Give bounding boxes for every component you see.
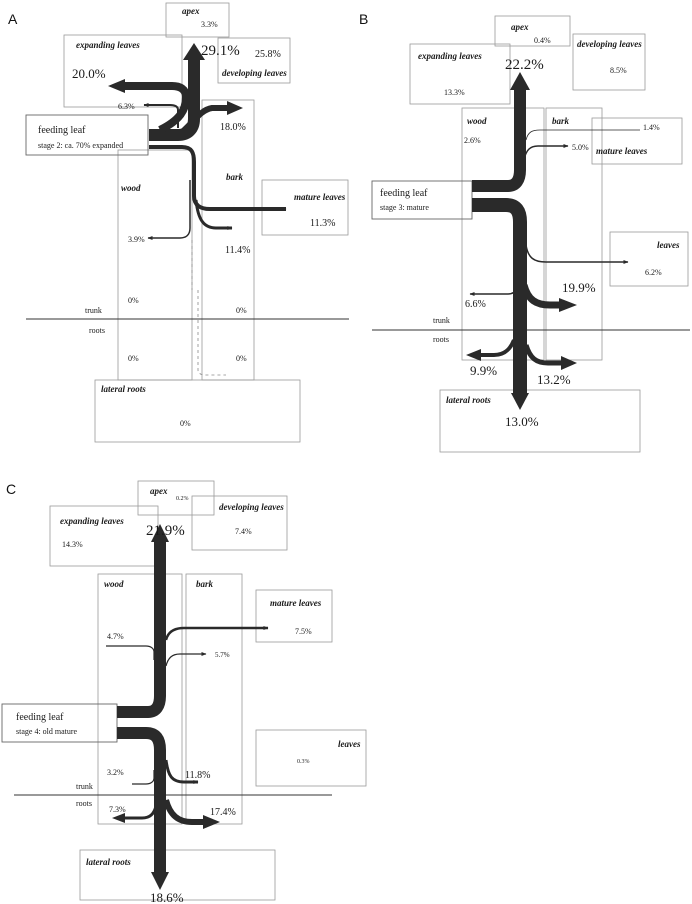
mature-value-b: 1.4% — [643, 123, 660, 132]
panel-label-a: A — [8, 11, 18, 27]
bark-label-c: bark — [196, 579, 214, 589]
roots-label-a: roots — [89, 326, 105, 335]
flow-trunk-c — [117, 733, 160, 874]
apex-small-value-b: 0.4% — [534, 36, 551, 45]
trunk-bark-value-c: 11.8% — [185, 770, 211, 781]
wood-box-c — [98, 574, 182, 824]
feeding-leaf-box-b — [372, 181, 472, 219]
feeding-leaf-line2-b: stage 3: mature — [380, 203, 429, 212]
apex-main-value-b: 22.2% — [505, 57, 544, 73]
lateral-value-a: 0% — [180, 419, 191, 428]
mature-leaves-label-a: mature leaves — [294, 192, 346, 202]
roots-label-c: roots — [76, 799, 92, 808]
wood-up-value-c: 4.7% — [107, 632, 124, 641]
trunk-label-c: trunk — [76, 782, 93, 791]
flow-bark-down-a — [196, 200, 232, 228]
leaves-value-c: 0.3% — [297, 759, 310, 765]
flow-root-bark-head-b — [561, 356, 577, 370]
developing-leaves-label-b: developing leaves — [577, 39, 642, 49]
flow-trunk-wood-b — [470, 280, 516, 294]
lateral-value-c: 18.6% — [150, 890, 184, 904]
apex-label-b: apex — [511, 22, 529, 32]
expanding-leaves-label-b: expanding leaves — [418, 51, 482, 61]
leaves-label-b: leaves — [657, 240, 680, 250]
expanding-value-c: 14.3% — [62, 540, 83, 549]
apex-small-value-c: 0.2% — [176, 496, 189, 502]
apex-box-b — [495, 16, 570, 46]
developing-leaves-label-c: developing leaves — [219, 502, 284, 512]
flow-trunk-bark-b — [524, 285, 560, 305]
mature-leaves-box-b — [592, 118, 682, 164]
root-wood-value-a: 0% — [128, 354, 139, 363]
feeding-leaf-box-c — [2, 704, 117, 742]
wood-down-value-c: 3.2% — [107, 768, 124, 777]
mature-value-a: 11.3% — [310, 218, 336, 229]
flow-leaves-b — [526, 245, 628, 262]
panel-label-c: C — [6, 481, 17, 497]
panel-label-b: B — [359, 11, 369, 27]
panel-a — [8, 3, 349, 442]
flow-bark-up-head-a — [227, 101, 243, 115]
expanding-value-a: 20.0% — [72, 66, 106, 81]
wood-label-c: wood — [104, 579, 124, 589]
flow-root-bark-c — [166, 800, 204, 822]
flow-apex-head-b — [510, 72, 530, 90]
panel-c — [2, 481, 366, 904]
flow-mature-a — [149, 147, 286, 209]
apex-main-value-c: 21.9% — [146, 523, 185, 539]
flow-root-wood-head-c — [112, 813, 125, 823]
flow-wood-down-c — [132, 770, 154, 784]
apex-small-value-a: 3.3% — [201, 20, 218, 29]
apex-main-value-a: 29.1% — [201, 43, 240, 59]
bark-up-value-a: 18.0% — [220, 122, 246, 133]
bark-box-c — [186, 574, 242, 824]
leaves-label-c: leaves — [338, 739, 361, 749]
flow-root-wood-c — [124, 806, 156, 818]
flow-faint-a — [192, 240, 226, 375]
trunk-wood-value-a: 0% — [128, 296, 139, 305]
flow-root-wood-head-b — [466, 349, 481, 361]
wood-label-b: wood — [467, 116, 487, 126]
developing-value-b: 8.5% — [610, 66, 627, 75]
feeding-leaf-line1-c: feeding leaf — [16, 712, 64, 723]
panel-b — [359, 11, 690, 452]
bark-up-value-b: 5.0% — [572, 143, 589, 152]
root-wood-value-b: 9.9% — [470, 363, 498, 378]
wood-up-value-b: 2.6% — [464, 136, 481, 145]
feeding-leaf-line1-b: feeding leaf — [380, 188, 428, 199]
flow-expanding-head-a — [108, 79, 125, 93]
developing-leaves-label-a: developing leaves — [222, 68, 287, 78]
bark-label-b: bark — [552, 116, 570, 126]
wood-up-value-a: 6.3% — [118, 102, 135, 111]
expanding-leaves-label-c: expanding leaves — [60, 516, 124, 526]
root-bark-value-c: 17.4% — [210, 807, 236, 818]
trunk-bark-value-b: 19.9% — [562, 280, 596, 295]
trunk-label-b: trunk — [433, 316, 450, 325]
flow-wood-up-c — [106, 646, 154, 660]
lateral-roots-label-b: lateral roots — [446, 395, 491, 405]
bark-label-a: bark — [226, 172, 244, 182]
wood-box-b — [462, 108, 544, 360]
root-wood-value-c: 7.3% — [109, 805, 126, 814]
wood-down-value-a: 3.9% — [128, 235, 145, 244]
expanding-value-b: 13.3% — [444, 88, 465, 97]
lateral-value-b: 13.0% — [505, 414, 539, 429]
flow-wood-down-a — [148, 180, 190, 238]
apex-label-c: apex — [150, 486, 168, 496]
feeding-leaf-line2-c: stage 4: old mature — [16, 727, 78, 736]
bark-down-value-a: 11.4% — [225, 245, 251, 256]
trunk-label-a: trunk — [85, 306, 102, 315]
trunk-wood-value-b: 6.6% — [465, 299, 486, 310]
mature-value-c: 7.5% — [295, 627, 312, 636]
flow-mature-c — [166, 628, 268, 640]
flow-lateral-head-b — [511, 393, 529, 410]
feeding-leaf-line1-a: feeding leaf — [38, 125, 86, 136]
developing-value-c: 7.4% — [235, 527, 252, 536]
flow-mature-b — [526, 130, 640, 140]
bark-up-value-c: 5.7% — [215, 651, 230, 659]
expanding-leaves-label-a: expanding leaves — [76, 40, 140, 50]
lateral-roots-label-a: lateral roots — [101, 384, 146, 394]
trunk-bark-value-a: 0% — [236, 306, 247, 315]
roots-label-b: roots — [433, 335, 449, 344]
bark-box-a — [202, 100, 254, 380]
leaves-value-b: 6.2% — [645, 268, 662, 277]
root-bark-value-b: 13.2% — [537, 372, 571, 387]
mature-leaves-label-c: mature leaves — [270, 598, 322, 608]
feeding-leaf-line2-a: stage 2: ca. 70% expanded — [38, 141, 124, 150]
flow-lateral-head-c — [151, 872, 169, 890]
wood-label-a: wood — [121, 183, 141, 193]
mature-leaves-label-b: mature leaves — [596, 146, 648, 156]
flow-trunk-bark-head-b — [559, 298, 577, 312]
apex-label-a: apex — [182, 6, 200, 16]
flow-root-wood-b — [480, 340, 514, 355]
developing-value-a: 25.8% — [255, 49, 281, 60]
root-bark-value-a: 0% — [236, 354, 247, 363]
lateral-roots-label-c: lateral roots — [86, 857, 131, 867]
